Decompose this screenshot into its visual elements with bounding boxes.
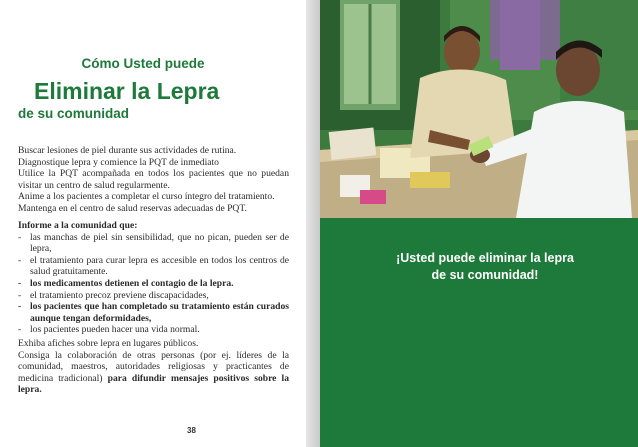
slogan-line: ¡Usted puede eliminar la lepra <box>396 251 574 265</box>
final-bold-text: para difundir mensajes positivos sobre la lepra. <box>18 372 290 396</box>
intro-line: Utilice la PQT acompañada en todos los pacientes que no puedan visitar un centro de salud regularmente. <box>18 168 289 191</box>
inform-heading: Informe a la comunidad que: <box>18 220 138 231</box>
final-section <box>18 338 289 396</box>
final-paragraph <box>18 350 289 396</box>
page-subtitle: Cómo Usted puede <box>81 56 205 71</box>
page-number: 38 <box>187 426 196 435</box>
inform-item: - el tratamiento precoz previene discapacidades, <box>18 290 289 302</box>
clinic-photo <box>320 0 638 218</box>
book-spine <box>306 0 320 447</box>
page-title: Eliminar la Lepra <box>34 78 220 104</box>
intro-line: Mantenga en el centro de salud reservas adecuadas de PQT. <box>18 202 247 214</box>
left-page <box>0 0 306 447</box>
inform-item: - los pacientes que han completado su tratamiento están curados aunque tengan deformidades, <box>18 301 289 324</box>
inform-item: - los pacientes pueden hacer una vida normal. <box>18 324 289 336</box>
inform-item: - los medicamentos detienen el contagio de la lepra. <box>18 278 289 290</box>
inform-section <box>18 220 289 336</box>
slogan <box>340 250 630 284</box>
intro-line: Buscar lesiones de piel durante sus actividades de rutina. <box>18 145 237 156</box>
inform-list <box>18 232 289 336</box>
final-text: Consiga la colaboración de otras personas (por ej. líderes de la comunidad, maestros, autoridades religiosas y practicantes de medicina tradicional) <box>18 349 289 384</box>
inform-item: - las manchas de piel sin sensibilidad, que no pican, pueden ser de lepra, <box>18 232 289 255</box>
intro-line: Diagnostique lepra y comience la PQT de inmediato <box>18 156 219 168</box>
inform-item: - el tratamiento para curar lepra es accesible en todos los centros de salud gratuitamente. <box>18 255 289 278</box>
intro-section <box>18 145 289 215</box>
page-subtitle-2: de su comunidad <box>18 106 130 121</box>
clinic-photo-illustration <box>320 0 638 218</box>
slogan-line: de su comunidad! <box>431 268 539 282</box>
final-line: Exhiba afiches sobre lepra en lugares públicos. <box>18 338 199 349</box>
intro-line: Anime a los pacientes a completar el curso íntegro del tratamiento. <box>18 191 275 203</box>
